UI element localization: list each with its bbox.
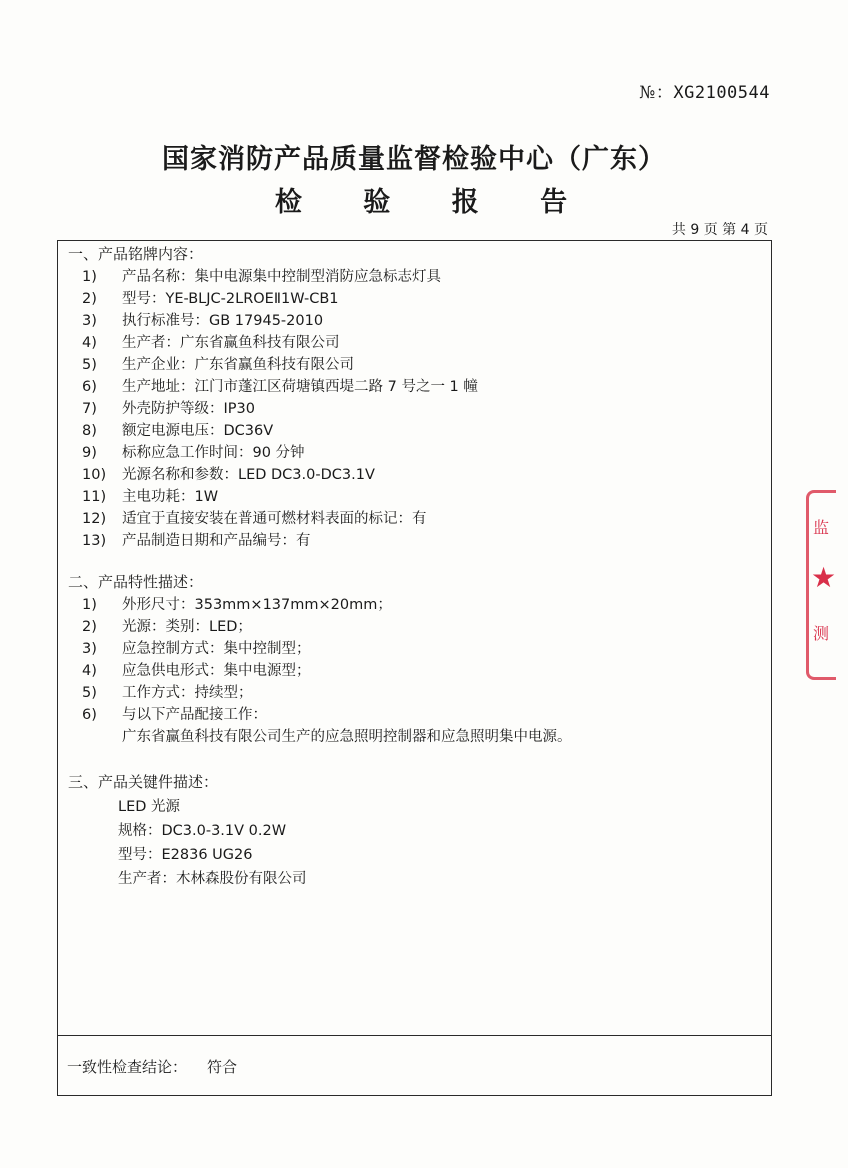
item-text: 执行标准号：GB 17945-2010 [122,313,324,329]
item-text: 应急供电形式：集中电源型； [122,663,311,679]
list-item [82,309,323,330]
report-number-label: №： [639,83,674,103]
item-text: 标称应急工作时间：90 分钟 [122,445,305,461]
item-text: 应急控制方式：集中控制型； [122,641,311,657]
list-item [82,397,255,418]
list-item [82,529,311,550]
item-number: 6) [82,379,97,395]
component-line: 型号：E2836 UG26 [118,847,253,863]
item-number: 1) [82,597,97,613]
list-item [82,463,375,484]
report-number-value: XG2100544 [673,83,770,103]
section3-heading: 三、产品关键件描述： [68,773,219,791]
list-item [82,441,305,462]
item-number: 5) [82,685,97,701]
item-number: 11) [82,489,107,505]
item-number: 3) [82,641,97,657]
item-text: 生产地址：江门市蓬江区荷塘镇西堤二路 7 号之一 1 幢 [122,379,478,395]
item-text: 产品制造日期和产品编号：有 [122,533,311,549]
item-number: 6) [82,707,97,723]
list-item [82,703,267,724]
list-item [82,485,218,506]
conclusion-row [58,1035,771,1095]
item-number: 5) [82,357,97,373]
item-text: 光源：类别：LED； [122,619,252,635]
item-number: 8) [82,423,97,439]
item-number: 9) [82,445,97,461]
component-line: 规格：DC3.0-3.1V 0.2W [118,823,287,839]
stamp-text: 监 [813,518,830,537]
list-item [82,331,340,352]
content-box [57,240,772,1096]
item-number: 12) [82,511,107,527]
stamp-text: 测 [813,624,830,643]
list-item [82,353,354,374]
item-text: 型号：YE-BLJC-2LROEⅡ1W-CB1 [122,291,339,307]
conclusion [67,1056,237,1077]
list-item [82,615,252,636]
item-continuation: 广东省赢鱼科技有限公司生产的应急照明控制器和应急照明集中电源。 [122,729,572,745]
item-number: 4) [82,335,97,351]
star-icon: ★ [811,561,837,594]
item-text: 外形尺寸：353mm×137mm×20mm； [122,597,392,613]
list-item [82,637,311,658]
component-line: LED 光源 [118,799,181,815]
list-item [82,375,478,396]
list-item [82,419,273,440]
report-subtitle: 检 验 报 告 [274,187,594,218]
section2-heading: 二、产品特性描述： [68,573,204,591]
item-number: 2) [82,619,97,635]
report-title: 国家消防产品质量监督检验中心（广东） [162,144,666,175]
conclusion-value: 符合 [207,1058,238,1076]
item-text: 工作方式：持续型； [122,685,253,701]
item-text: 主电功耗：1W [122,489,219,505]
list-item [82,681,253,702]
item-text: 生产者：广东省赢鱼科技有限公司 [122,335,340,351]
list-item [82,507,427,528]
list-item [82,659,311,680]
item-number: 1) [82,269,97,285]
section1-heading: 一、产品铭牌内容： [68,245,204,263]
item-number: 2) [82,291,97,307]
item-number: 3) [82,313,97,329]
list-item [82,593,392,614]
item-number: 10) [82,467,107,483]
list-item [82,287,339,308]
item-text: 外壳防护等级：IP30 [122,401,255,417]
item-text: 光源名称和参数：LED DC3.0-DC3.1V [122,467,375,483]
item-number: 4) [82,663,97,679]
item-text: 生产企业：广东省赢鱼科技有限公司 [122,357,354,373]
item-text: 产品名称：集中电源集中控制型消防应急标志灯具 [122,269,441,285]
list-item [82,265,441,286]
report-number [639,78,770,103]
page-info: 共 9 页 第 4 页 [671,222,768,238]
item-number: 13) [82,533,107,549]
component-line: 生产者：木林森股份有限公司 [118,871,307,887]
item-number: 7) [82,401,97,417]
seal-stamp [806,490,836,680]
conclusion-label: 一致性检查结论： [67,1058,188,1076]
item-text: 适宜于直接安装在普通可燃材料表面的标记：有 [122,511,427,527]
item-text: 额定电源电压：DC36V [122,423,274,439]
item-text: 与以下产品配接工作： [122,707,267,723]
